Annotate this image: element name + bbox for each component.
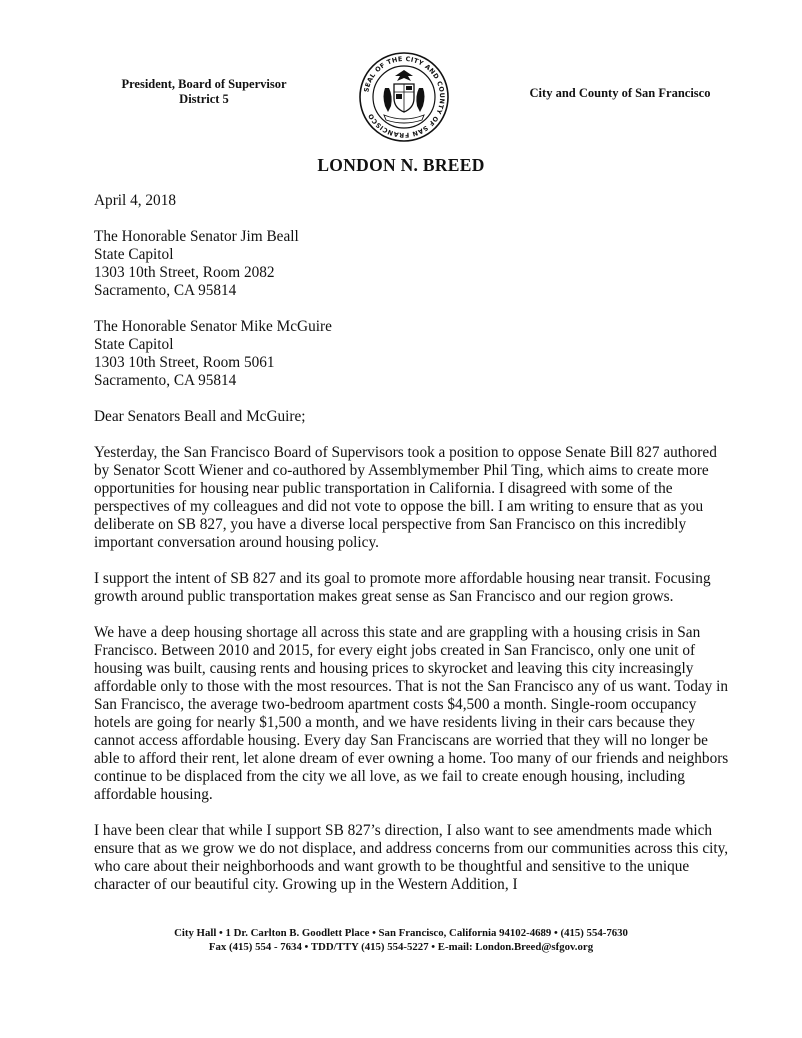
recipient-line: 1303 10th Street, Room 5061 — [94, 354, 275, 371]
recipient-line: 1303 10th Street, Room 2082 — [94, 264, 275, 281]
header-district: District 5 — [179, 92, 229, 106]
header-left — [104, 77, 304, 107]
letter-date: April 4, 2018 — [94, 192, 177, 209]
paragraph-1: Yesterday, the San Francisco Board of Supervisors took a position to oppose Senate Bill 827 authored by Senator Scott Wiener and co-authored by Assemblymember Phil Ting, which aims to create more opportunities for housing near public transportation in California. I disagreed with some of the perspectives of my colleagues and did not vote to oppose the bill. I am writing to ensure that as you deliberate on SB 827, you have a diverse local perspective from San Francisco on this incredibly important conversation around housing policy. — [94, 444, 717, 551]
recipient-address-1 — [94, 228, 734, 300]
header-city: City and County of San Francisco — [529, 86, 711, 100]
svg-text:SEAL OF THE CITY AND COUNTY OF: SEAL OF THE CITY AND COUNTY OF SAN FRANCISCO — [362, 54, 447, 140]
footer-address: City Hall • 1 Dr. Carlton B. Goodlett Place • San Francisco, California 94102-4689 • (415) 554-7630 — [174, 927, 628, 939]
header-title: President, Board of Supervisor — [121, 77, 287, 91]
letterhead-name: LONDON N. BREED — [317, 155, 485, 175]
recipient-name: The Honorable Senator Mike McGuire — [94, 318, 332, 335]
recipient-line: State Capitol — [94, 246, 174, 263]
recipient-name: The Honorable Senator Jim Beall — [94, 228, 299, 245]
letter-body — [94, 192, 734, 912]
recipient-line: State Capitol — [94, 336, 174, 353]
recipient-line: Sacramento, CA 95814 — [94, 282, 237, 299]
city-seal-logo — [359, 52, 449, 142]
footer-contact — [0, 926, 802, 954]
paragraph-3: We have a deep housing shortage all across this state and are grappling with a housing crisis in San Francisco. Between 2010 and 2015, for every eight jobs created in San Francisco, only one unit of housing was built, causing rents and housing prices to skyrocket and leaving this city increasingly affordable only to those with the most resources. That is not the San Francisco any of us want. Today in San Francisco, the average two-bedroom apartment costs $4,500 a month. Single-room occupancy hotels are going for nearly $1,500 a month, and we have residents living in their cars because they cannot access affordable housing. Every day San Franciscans are worried that they will no longer be able to afford their rent, let alone dream of ever owning a home. Too many of our friends and neighbors continue to be displaced from the city we all love, as we fail to create enough housing, including affordable housing. — [94, 624, 729, 803]
footer-phone-email: Fax (415) 554 - 7634 • TDD/TTY (415) 554-5227 • E-mail: London.Breed@sfgov.org — [208, 941, 594, 953]
recipient-address-2 — [94, 318, 734, 390]
recipient-line: Sacramento, CA 95814 — [94, 372, 237, 389]
paragraph-2: I support the intent of SB 827 and its goal to promote more affordable housing near transit. Focusing growth around public transportation makes great sense as San Francisco and our region grows. — [94, 570, 711, 605]
paragraph-4: I have been clear that while I support SB 827’s direction, I also want to see amendments made which ensure that as we grow we do not displace, and address concerns from our communities across this city, who care about their neighborhoods and want growth to be thoughtful and sensitive to the unique character of our beautiful city. Growing up in the Western Addition, I — [94, 822, 729, 893]
salutation: Dear Senators Beall and McGuire; — [94, 408, 306, 425]
